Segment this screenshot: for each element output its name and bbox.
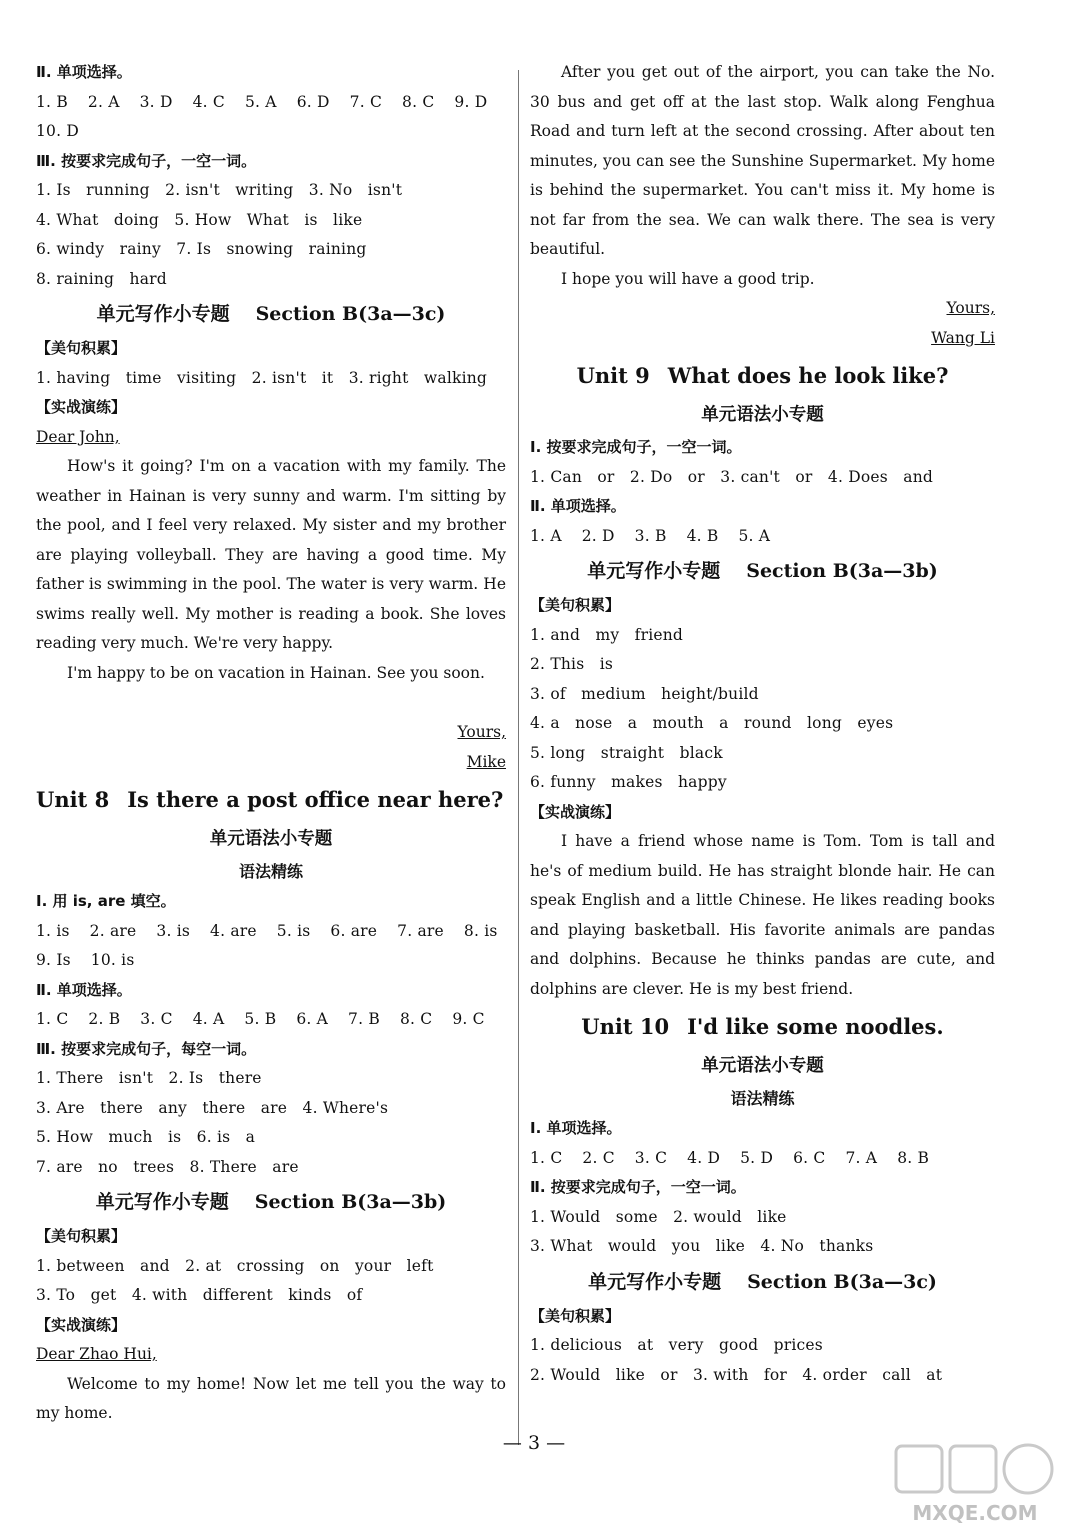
letter-greeting: Dear Zhao Hui, [36,1345,157,1363]
meiju-label: 【美句积累】 [36,339,127,357]
meiju-label: 【美句积累】 [530,1306,621,1325]
unit-9-title: Unit 9 What does he look like? [576,363,949,388]
letter-signature: Wang Li [931,328,995,347]
grammar-subtitle: 语法精练 [238,862,303,881]
section-heading: Ⅱ. 单项选择。 [36,63,132,81]
meiju-label: 【美句积累】 [36,1227,127,1245]
answer-row: 3. To get 4. with different kinds of [36,1286,363,1304]
answer-row: 1. between and 2. at crossing on your left [36,1256,434,1275]
answer-row: 6. funny makes happy [530,773,727,791]
answer-row: 2. This is [530,655,614,673]
answer-row: 6. windy rainy 7. Is snowing raining [36,240,367,258]
answer-row: 1. Is running 2. isn't writing 3. No isn't [36,181,403,199]
answer-row: 5. How much is 6. is a [36,1128,256,1146]
letter-greeting: Dear John, [36,427,120,446]
answer-row: 10. D [36,122,80,140]
answer-row: 1. having time visiting 2. isn't it 3. right walking [36,368,488,387]
answer-row: 1. A 2. D 3. B 4. B 5. A [530,526,771,545]
section-heading: Ⅱ. 按要求完成句子，一空一词。 [530,1178,746,1196]
letter-paragraph: I'm happy to be on vacation in Hainan. See you soon. [67,663,485,682]
answer-row: 1. B 2. A 3. D 4. C 5. A 6. D 7. C 8. C 9. D [36,92,488,111]
answer-row: 1. Would some 2. would like [530,1207,787,1226]
left-column [36,58,506,1429]
shizhan-label: 【实战演练】 [530,802,621,821]
section-heading: Ⅰ. 按要求完成句子，一空一词。 [530,438,742,456]
answer-row: 1. and my friend [530,625,684,644]
grammar-subtitle: 语法精练 [730,1089,795,1108]
letter-closing: Yours, [457,723,506,741]
watermark-logo [890,1440,1060,1530]
letter-paragraph: How's it going? I'm on a vacation with my family. The weather in Hainan is very sunny and warm. I'm sitting by the pool, and I feel very relaxed. My sister and my brother are playing volleyball. They are having a good time. My father is swimming in the pool. The water is very warm. He swims really well. My mother is reading a book. She loves reading very much. We're very happy. [36,457,506,652]
right-column [530,58,995,1390]
page-number: — 3 — [502,1432,566,1454]
answer-row: 9. Is 10. is [36,951,135,969]
writing-section-title: 单元写作小专题 Section B(3a—3b) [95,1191,447,1213]
section-heading: Ⅲ. 按要求完成句子，一空一词。 [36,151,257,170]
answer-row: 7. are no trees 8. There are [36,1157,299,1176]
answer-row: 1. C 2. B 3. C 4. A 5. B 6. A 7. B 8. C 9. C [36,1010,485,1028]
writing-section-title: 单元写作小专题 Section B(3a—3c) [96,303,446,325]
answer-row: 1. C 2. C 3. C 4. D 5. D 6. C 7. A 8. B [530,1148,930,1167]
letter-paragraph: I hope you will have a good trip. [561,269,815,288]
shizhan-label: 【实战演练】 [36,1315,127,1334]
answer-row: 1. delicious at very good prices [530,1336,823,1354]
section-heading: Ⅰ. 用 is, are 填空。 [36,892,176,910]
svg-text:MXQE.COM: MXQE.COM [912,1501,1038,1525]
section-heading: Ⅰ. 单项选择。 [530,1119,622,1137]
answer-row: 1. is 2. are 3. is 4. are 5. is 6. are 7. are 8. is [36,921,498,940]
writing-section-title: 单元写作小专题 Section B(3a—3c) [588,1270,937,1293]
shizhan-label: 【实战演练】 [36,398,127,416]
essay-paragraph: I have a friend whose name is Tom. Tom is tall and he's of medium build. He has straight blonde hair. He can speak English and a little Chinese. He likes reading books and playing basketball. His favorite animals are pandas and dolphins. Because he thinks pandas are cute, and dolphins are clever. He is my best friend. [530,832,995,998]
unit-8-title: Unit 8 Is there a post office near here? [36,787,504,812]
answer-row: 8. raining hard [36,269,167,288]
letter-closing: Yours, [946,299,995,317]
answer-row: 1. There isn't 2. Is there [36,1069,262,1087]
answer-row: 4. a nose a mouth a round long eyes [530,714,894,732]
grammar-title: 单元语法小专题 [701,405,824,425]
section-heading: Ⅱ. 单项选择。 [530,497,626,515]
writing-section-title: 单元写作小专题 Section B(3a—3b) [587,560,938,582]
grammar-title: 单元语法小专题 [209,829,333,849]
meiju-label: 【美句积累】 [530,596,621,614]
answer-row: 3. of medium height/build [530,684,759,703]
letter-paragraph: After you get out of the airport, you can take the No. 30 bus and get off at the last stop. Walk along Fenghua Road and turn left at the second crossing. After about ten minutes, you can see the Sunshine Supermarket. My home is behind the supermarket. You can't miss it. My home is not far from the sea. We can walk there. The sea is very beautiful. [530,63,995,258]
answer-row: 1. Can or 2. Do or 3. can't or 4. Does and [530,467,934,486]
grammar-title: 单元语法小专题 [701,1056,824,1076]
section-heading: Ⅱ. 单项选择。 [36,980,132,999]
answer-row: 5. long straight black [530,743,723,762]
column-divider [518,70,519,1445]
answer-row: 3. Are there any there are 4. Where's [36,1098,389,1117]
letter-1 [36,423,506,778]
answer-row: 3. What would you like 4. No thanks [530,1237,874,1255]
section-heading: Ⅲ. 按要求完成句子，每空一词。 [36,1039,257,1058]
letter-paragraph: Welcome to my home! Now let me tell you the way to my home. [36,1374,506,1422]
unit-10-title: Unit 10 I'd like some noodles. [581,1014,944,1039]
answer-row: 4. What doing 5. How What is like [36,210,363,229]
letter-signature: Mike [466,752,506,771]
answer-row: 2. Would like or 3. with for 4. order call at [530,1365,943,1384]
